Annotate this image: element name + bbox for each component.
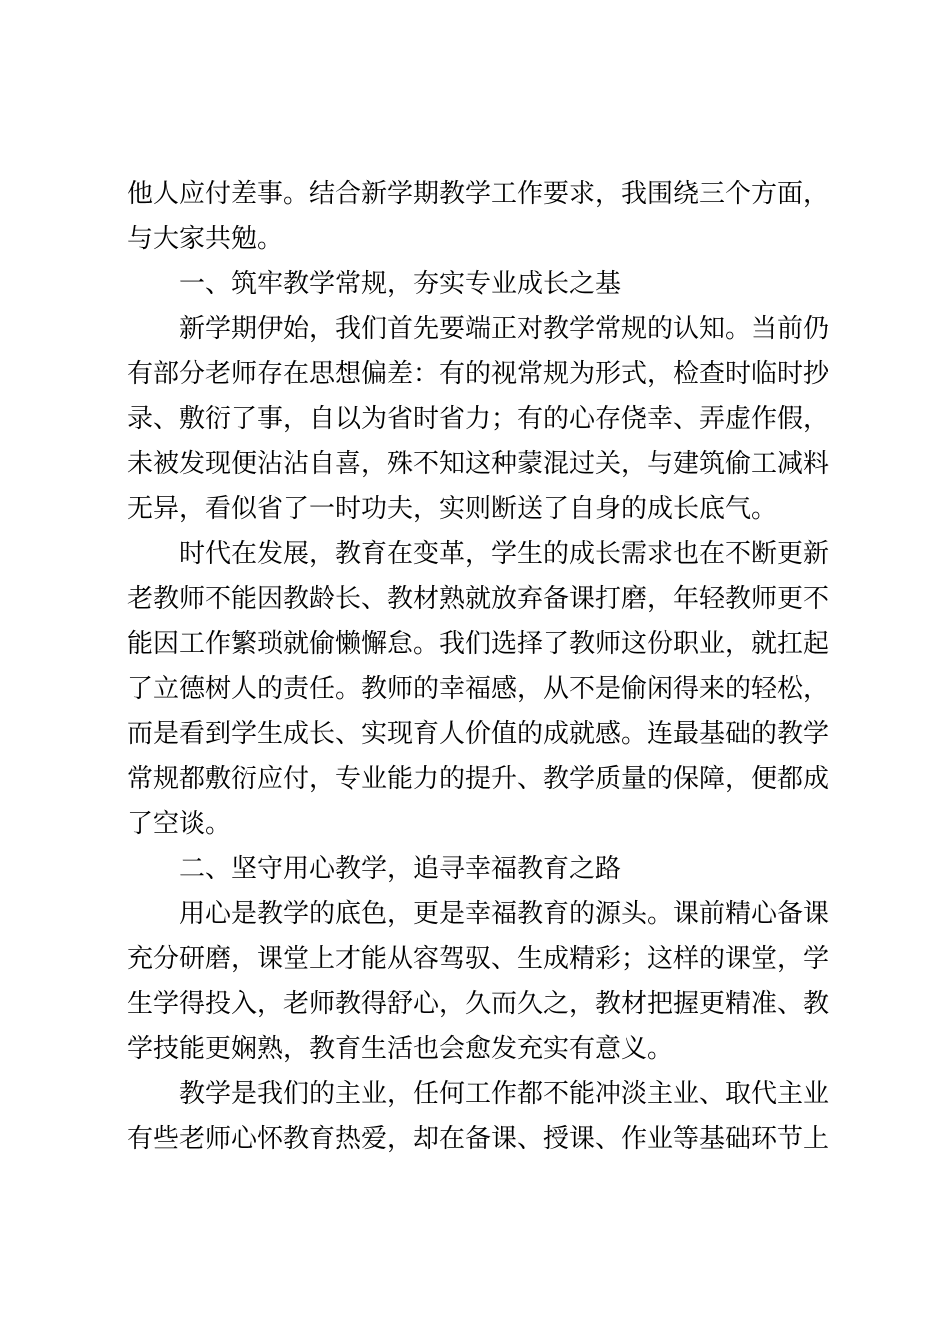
body-text-line: 能因工作繁琐就偷懒懈怠。我们选择了教师这份职业，就扛起 xyxy=(127,629,830,659)
body-text-line: 了立德树人的责任。教师的幸福感，从不是偷闲得来的轻松， xyxy=(127,674,830,704)
body-text-line: 他人应付差事。结合新学期教学工作要求，我围绕三个方面， xyxy=(127,179,830,209)
body-text-line: 而是看到学生成长、实现育人价值的成就感。连最基础的教学 xyxy=(127,719,830,749)
body-text-line: 有些老师心怀教育热爱，却在备课、授课、作业等基础环节上 xyxy=(127,1124,830,1154)
body-text-line: 用心是教学的底色，更是幸福教育的源头。课前精心备课 xyxy=(179,899,830,929)
body-text-line: 教学是我们的主业，任何工作都不能冲淡主业、取代主业 xyxy=(179,1079,830,1109)
section-heading-1: 一、筑牢教学常规，夯实专业成长之基 xyxy=(179,269,622,299)
body-text-line: 生学得投入，老师教得舒心，久而久之，教材把握更精准、教 xyxy=(127,989,830,1019)
body-text-line: 学技能更娴熟，教育生活也会愈发充实有意义。 xyxy=(127,1034,674,1064)
body-text-line: 充分研磨，课堂上才能从容驾驭、生成精彩；这样的课堂，学 xyxy=(127,944,830,974)
body-text-line: 无异，看似省了一时功夫，实则断送了自身的成长底气。 xyxy=(127,494,778,524)
body-text-line: 新学期伊始，我们首先要端正对教学常规的认知。当前仍 xyxy=(179,314,830,344)
body-text-line: 有部分老师存在思想偏差：有的视常规为形式，检查时临时抄 xyxy=(127,359,830,389)
body-text-line: 常规都敷衍应付，专业能力的提升、教学质量的保障，便都成 xyxy=(127,764,830,794)
section-heading-2: 二、坚守用心教学，追寻幸福教育之路 xyxy=(179,854,622,884)
body-text-line: 录、敷衍了事，自以为省时省力；有的心存侥幸、弄虚作假， xyxy=(127,404,830,434)
body-text-line: 老教师不能因教龄长、教材熟就放弃备课打磨，年轻教师更不 xyxy=(127,584,830,614)
body-text-line: 与大家共勉。 xyxy=(127,224,284,254)
body-text-line: 时代在发展，教育在变革，学生的成长需求也在不断更新 xyxy=(179,539,830,569)
body-text-line: 未被发现便沾沾自喜，殊不知这种蒙混过关，与建筑偷工减料 xyxy=(127,449,830,479)
body-text-line: 了空谈。 xyxy=(127,809,232,839)
